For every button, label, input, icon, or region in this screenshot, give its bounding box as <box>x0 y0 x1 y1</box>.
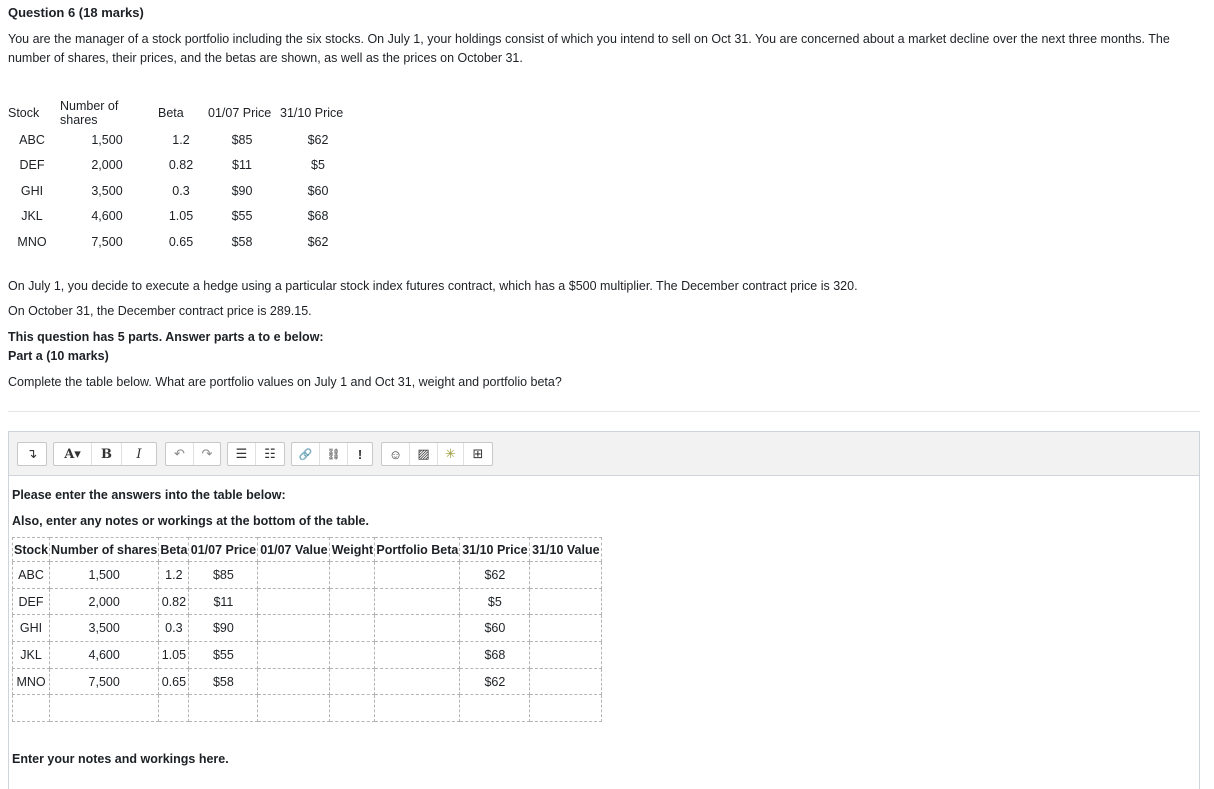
unordered-list-icon[interactable]: ☰ <box>228 443 256 465</box>
answer-cell[interactable]: GHI <box>13 615 50 642</box>
answer-cell[interactable] <box>375 615 460 642</box>
stock-info-cell: 7,500 <box>91 234 123 249</box>
bold-icon[interactable]: B <box>92 443 122 465</box>
answer-cell[interactable]: 0.65 <box>159 668 189 695</box>
answer-editor[interactable] <box>8 431 1200 789</box>
answer-cell[interactable]: 0.82 <box>159 588 189 615</box>
table-icon[interactable]: ⊞ <box>472 446 484 461</box>
answer-cell[interactable]: 4,600 <box>50 642 159 669</box>
toolbar-group-insert <box>381 442 493 466</box>
question-intro: You are the manager of a stock portfolio including the six stocks. On July 1, your holdings consist of which you intend to sell on Oct 31. You are concerned about a market decline over the next three months. The number of shares, their prices, and the betas are shown, as well as the prices on October 31. <box>8 32 1170 65</box>
answer-cell[interactable] <box>375 668 460 695</box>
stock-info-row <box>6 178 358 204</box>
answer-header: Number of shares <box>50 538 159 562</box>
stock-info-cell: GHI <box>20 183 44 198</box>
answer-cell[interactable] <box>460 695 530 722</box>
stock-info-header: Number of shares <box>60 99 119 127</box>
answer-cell[interactable] <box>330 695 375 722</box>
answer-header: Stock <box>13 538 50 562</box>
answer-cell[interactable] <box>258 588 330 615</box>
editor-content <box>12 488 369 540</box>
answer-cell[interactable] <box>50 695 159 722</box>
stock-info-cell: DEF <box>19 158 45 173</box>
stock-info-row <box>6 229 358 255</box>
answer-cell[interactable]: $90 <box>189 615 258 642</box>
answer-cell[interactable] <box>375 642 460 669</box>
answer-cell[interactable]: 1.05 <box>159 642 189 669</box>
answer-header: 01/07 Price <box>189 538 258 562</box>
part-a-prompt: Complete the table below. What are portfolio values on July 1 and Oct 31, weight and portfolio beta? <box>8 375 562 389</box>
stock-info-row <box>6 153 358 179</box>
hedge-oct-price: On October 31, the December contract price is 289.15. <box>8 304 312 318</box>
stock-info-cell: 3,500 <box>91 183 123 198</box>
answer-header: 31/10 Price <box>460 538 530 562</box>
stock-info-header: Beta <box>158 106 184 120</box>
stock-info-header: Stock <box>8 106 40 120</box>
stock-info-cell: 1,500 <box>91 132 123 147</box>
toolbar-group-collapse <box>17 442 47 466</box>
editor-instruction-1: Please enter the answers into the table below: <box>12 488 286 502</box>
image-icon[interactable]: ▨ <box>410 443 438 465</box>
answer-cell[interactable] <box>375 695 460 722</box>
answer-cell[interactable]: $85 <box>189 562 258 589</box>
answer-cell[interactable] <box>189 695 258 722</box>
stock-info-cell: 1.05 <box>168 209 194 224</box>
answer-cell[interactable]: 7,500 <box>50 668 159 695</box>
stock-info-row <box>6 204 358 230</box>
parts-note: This question has 5 parts. Answer parts a to e below: <box>8 330 324 344</box>
answer-cell[interactable]: MNO <box>13 668 50 695</box>
stock-info-cell: $55 <box>231 209 253 224</box>
answer-cell[interactable]: 0.3 <box>159 615 189 642</box>
answer-cell[interactable] <box>530 668 602 695</box>
answer-header-row <box>13 538 602 562</box>
stock-info-header-row <box>6 99 358 127</box>
stock-info-header: 31/10 Price <box>280 106 344 120</box>
answer-row <box>13 588 602 615</box>
answer-cell[interactable] <box>13 695 50 722</box>
answer-cell[interactable]: $62 <box>460 668 530 695</box>
stock-info-cell: 0.3 <box>172 183 190 198</box>
answer-cell[interactable]: $68 <box>460 642 530 669</box>
stock-info-cell: ABC <box>19 132 45 147</box>
answer-cell[interactable]: DEF <box>13 588 50 615</box>
answer-cell[interactable]: 2,000 <box>50 588 159 615</box>
answer-cell[interactable]: ABC <box>13 562 50 589</box>
answer-cell[interactable]: $58 <box>189 668 258 695</box>
answer-cell[interactable] <box>330 668 375 695</box>
answer-header: 01/07 Value <box>258 538 330 562</box>
answer-cell[interactable]: 3,500 <box>50 615 159 642</box>
answer-cell[interactable] <box>330 615 375 642</box>
italic-icon[interactable]: I <box>136 446 142 462</box>
answer-cell[interactable]: 1,500 <box>50 562 159 589</box>
media-icon[interactable]: ✳ <box>438 443 464 465</box>
stock-info-cell: 0.65 <box>168 234 194 249</box>
answer-cell[interactable] <box>375 588 460 615</box>
answer-cell[interactable]: 1.2 <box>159 562 189 589</box>
link-icon[interactable]: 🔗 <box>292 443 320 465</box>
answer-cell[interactable] <box>258 642 330 669</box>
answer-cell[interactable]: $60 <box>460 615 530 642</box>
toolbar-group-format <box>53 442 157 466</box>
stock-info-cell: 2,000 <box>91 158 123 173</box>
stock-info-cell: $90 <box>231 183 253 198</box>
stock-info-cell: MNO <box>17 234 47 249</box>
stock-info-row <box>6 127 358 153</box>
unlink-icon[interactable]: ⛓ <box>320 443 348 465</box>
stock-info-table <box>6 99 358 255</box>
answer-cell[interactable] <box>330 642 375 669</box>
answer-header: Beta <box>159 538 189 562</box>
answer-cell[interactable] <box>530 695 602 722</box>
answer-cell[interactable]: JKL <box>13 642 50 669</box>
answer-row <box>13 562 602 589</box>
answer-cell[interactable] <box>258 615 330 642</box>
answer-row <box>13 615 602 642</box>
answer-header: Portfolio Beta <box>375 538 460 562</box>
stock-info-cell: 1.2 <box>172 132 190 147</box>
part-a-title: Part a (10 marks) <box>8 349 109 363</box>
answer-table <box>12 537 602 722</box>
answer-cell[interactable] <box>330 562 375 589</box>
editor-toolbar <box>9 432 1199 476</box>
toolbar-group-lists <box>227 442 285 466</box>
stock-info-cell: $68 <box>307 209 329 224</box>
answer-cell[interactable] <box>530 588 602 615</box>
question-title: Question 6 (18 marks) <box>8 5 144 20</box>
stock-info-cell: 0.82 <box>168 158 194 173</box>
answer-cell[interactable] <box>530 642 602 669</box>
collapse-icon[interactable]: ↴ <box>26 446 38 461</box>
redo-icon[interactable]: ↷ <box>201 446 213 461</box>
answer-cell[interactable] <box>258 695 330 722</box>
answer-cell[interactable] <box>530 615 602 642</box>
answer-cell[interactable]: $5 <box>460 588 530 615</box>
answer-row <box>13 668 602 695</box>
stock-info-header: 01/07 Price <box>208 106 272 120</box>
answer-row <box>13 695 602 722</box>
answer-header: 31/10 Value <box>530 538 602 562</box>
answer-row <box>13 642 602 669</box>
emoji-icon[interactable]: ☺ <box>382 443 410 465</box>
stock-info-cell: $62 <box>307 234 329 249</box>
toolbar-group-links <box>291 442 373 466</box>
hedge-description: On July 1, you decide to execute a hedge using a particular stock index futures contract, which has a $500 multiplier. The December contract price is 320. <box>8 279 858 293</box>
stock-info-cell: $85 <box>231 132 253 147</box>
important-icon[interactable]: ! <box>357 446 363 462</box>
stock-info-cell: 4,600 <box>91 209 123 224</box>
toolbar-group-history <box>165 442 221 466</box>
undo-icon[interactable]: ↶ <box>166 443 194 465</box>
answer-cell[interactable]: $62 <box>460 562 530 589</box>
divider <box>8 411 1200 412</box>
stock-info-cell: $60 <box>307 183 329 198</box>
ordered-list-icon[interactable]: ☷ <box>264 446 276 461</box>
answer-header: Weight <box>330 538 375 562</box>
font-color-icon[interactable]: A▾ <box>54 443 92 465</box>
stock-info-cell: $58 <box>231 234 253 249</box>
answer-cell[interactable]: $55 <box>189 642 258 669</box>
answer-cell[interactable] <box>530 562 602 589</box>
answer-cell[interactable] <box>375 562 460 589</box>
editor-instruction-2: Also, enter any notes or workings at the bottom of the table. <box>12 514 369 528</box>
stock-info-cell: $11 <box>232 158 252 173</box>
stock-info-cell: JKL <box>21 209 43 224</box>
notes-prompt: Enter your notes and workings here. <box>12 752 229 766</box>
answer-cell[interactable]: $11 <box>189 588 258 615</box>
stock-info-cell: $62 <box>307 132 329 147</box>
answer-cell[interactable] <box>258 668 330 695</box>
answer-cell[interactable] <box>159 695 189 722</box>
answer-cell[interactable] <box>330 588 375 615</box>
answer-cell[interactable] <box>258 562 330 589</box>
stock-info-cell: $5 <box>311 158 325 173</box>
